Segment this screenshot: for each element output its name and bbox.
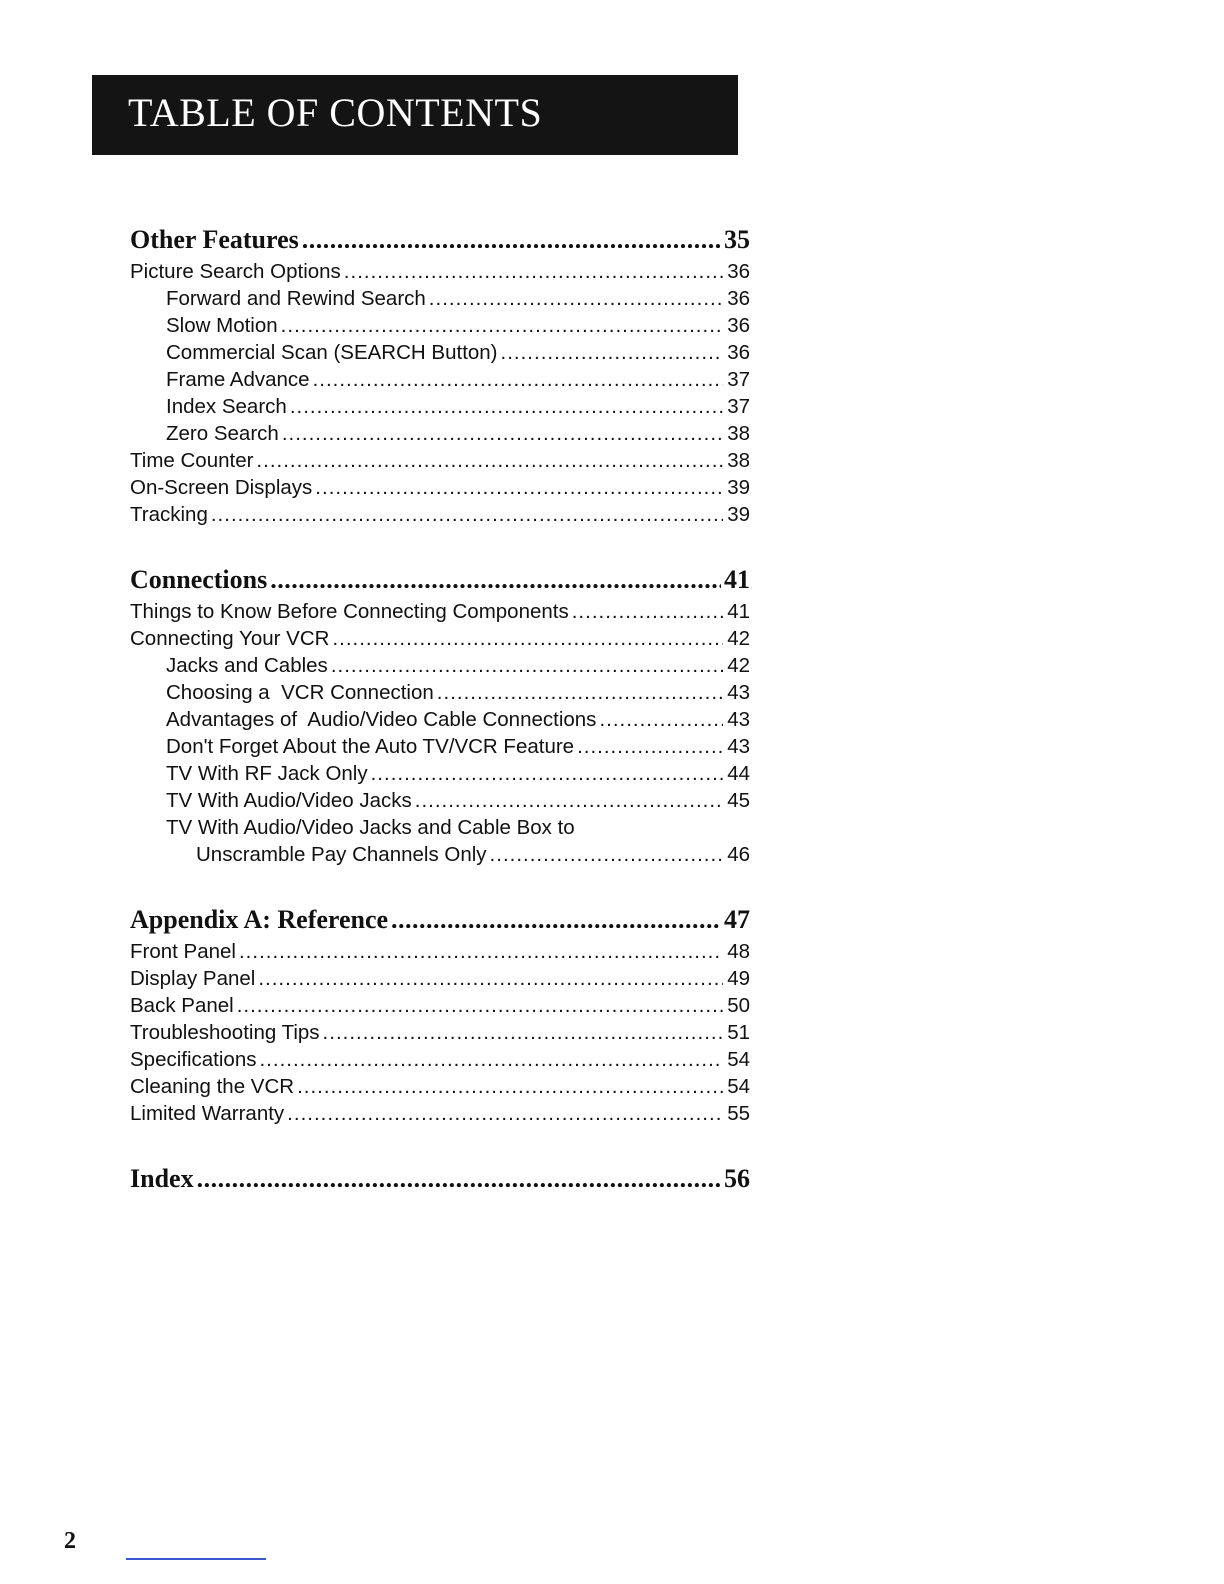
toc-entry-label: Frame Advance: [166, 368, 310, 391]
toc-entry-label: TV With RF Jack Only: [166, 762, 368, 785]
toc-heading-page: 35: [724, 225, 750, 254]
dot-leader: [297, 1073, 723, 1094]
toc-entry-page: 39: [727, 503, 750, 526]
toc-entry-label: On-Screen Displays: [130, 476, 313, 499]
toc-entry[interactable]: [130, 258, 750, 285]
toc-heading-page: 47: [724, 905, 750, 934]
toc-entry-label: Unscramble Pay Channels Only: [196, 843, 487, 866]
toc-entry-page: 54: [727, 1075, 750, 1098]
toc-entry-label: Advantages of Audio/Video Cable Connections: [166, 708, 597, 731]
dot-leader: [490, 841, 723, 862]
toc-entry[interactable]: [130, 1073, 750, 1100]
title-banner: [92, 75, 738, 155]
toc-entry[interactable]: [130, 312, 750, 339]
toc-entry[interactable]: [130, 474, 750, 501]
dot-leader: [302, 222, 721, 248]
dot-leader: [290, 393, 723, 414]
table-of-contents: [130, 222, 750, 1231]
toc-entry-label: Index Search: [166, 395, 287, 418]
toc-entry-label: Slow Motion: [166, 314, 278, 337]
toc-entry-label: Cleaning the VCR: [130, 1075, 295, 1098]
toc-entry[interactable]: [130, 841, 750, 868]
toc-entry-page: 51: [727, 1021, 750, 1044]
toc-entry-page: 45: [727, 789, 750, 812]
toc-entry-page: 36: [727, 341, 750, 364]
toc-entry[interactable]: [130, 366, 750, 393]
toc-entry-page: 44: [727, 762, 750, 785]
toc-heading-label: Other Features: [130, 225, 299, 254]
dot-leader: [315, 474, 723, 495]
toc-entry-label: Specifications: [130, 1048, 257, 1071]
toc-section-other-features: [130, 222, 750, 528]
toc-entry-page: 55: [727, 1102, 750, 1125]
toc-section-connections: [130, 562, 750, 868]
dot-leader: [429, 285, 723, 306]
toc-entry-page: 38: [727, 422, 750, 445]
toc-entry[interactable]: [130, 285, 750, 312]
dot-leader: [282, 420, 723, 441]
toc-entry-label: Back Panel: [130, 994, 234, 1017]
toc-entry[interactable]: [130, 625, 750, 652]
dot-leader: [391, 902, 721, 928]
toc-entry[interactable]: [130, 965, 750, 992]
dot-leader: [258, 965, 723, 986]
toc-entry-page: 37: [727, 368, 750, 391]
toc-entry-label: Don't Forget About the Auto TV/VCR Feature: [166, 735, 575, 758]
toc-entry-page: 37: [727, 395, 750, 418]
toc-entry[interactable]: [130, 420, 750, 447]
toc-entry-page: 43: [727, 708, 750, 731]
dot-leader: [313, 366, 723, 387]
toc-heading[interactable]: [130, 1161, 750, 1197]
dot-leader: [344, 258, 723, 279]
toc-heading-label: Index: [130, 1164, 194, 1193]
toc-entry-label: Time Counter: [130, 449, 254, 472]
toc-heading[interactable]: [130, 562, 750, 598]
toc-entry-page: 54: [727, 1048, 750, 1071]
toc-entry-label: TV With Audio/Video Jacks: [166, 789, 412, 812]
toc-entry[interactable]: [130, 447, 750, 474]
dot-leader: [501, 339, 723, 360]
dot-leader: [577, 733, 723, 754]
toc-section-appendix-a: [130, 902, 750, 1127]
toc-entry[interactable]: [130, 760, 750, 787]
toc-heading[interactable]: [130, 222, 750, 258]
dot-leader: [332, 625, 723, 646]
toc-entry[interactable]: [130, 339, 750, 366]
toc-entry-page: 42: [727, 627, 750, 650]
toc-heading-label: Appendix A: Reference: [130, 905, 389, 934]
page-title: TABLE OF CONTENTS: [128, 90, 543, 135]
toc-entry[interactable]: [130, 706, 750, 733]
toc-entry-label: Tracking: [130, 503, 208, 526]
toc-entry-page: 41: [727, 600, 750, 623]
dot-leader: [599, 706, 723, 727]
dot-leader: [239, 938, 723, 959]
toc-heading-label: Connections: [130, 565, 268, 594]
toc-entry-label: TV With Audio/Video Jacks and Cable Box to: [166, 816, 575, 839]
dot-leader: [197, 1161, 721, 1187]
dot-leader: [323, 1019, 723, 1040]
toc-entry-page: 48: [727, 940, 750, 963]
toc-entry[interactable]: [130, 679, 750, 706]
dot-leader: [237, 992, 723, 1013]
toc-heading-page: 41: [724, 565, 750, 594]
dot-leader: [211, 501, 723, 522]
toc-entry-page: 36: [727, 260, 750, 283]
toc-entry[interactable]: [130, 598, 750, 625]
toc-entry-label: Display Panel: [130, 967, 256, 990]
toc-entry-page: 43: [727, 681, 750, 704]
toc-section-index: [130, 1161, 750, 1197]
toc-entry-label: Zero Search: [166, 422, 279, 445]
toc-entry-page: 36: [727, 314, 750, 337]
toc-entry[interactable]: [130, 1100, 750, 1127]
toc-entry[interactable]: [130, 393, 750, 420]
page-number: 2: [64, 1528, 76, 1554]
toc-entry[interactable]: [130, 501, 750, 528]
dot-leader: [281, 312, 723, 333]
toc-entry-page: 43: [727, 735, 750, 758]
toc-entry[interactable]: [130, 1046, 750, 1073]
toc-entry-page: 46: [727, 843, 750, 866]
toc-entry[interactable]: [130, 652, 750, 679]
toc-entry[interactable]: [130, 733, 750, 760]
toc-entry[interactable]: [130, 787, 750, 814]
dot-leader: [256, 447, 723, 468]
toc-entry-label: Picture Search Options: [130, 260, 341, 283]
dot-leader: [437, 679, 723, 700]
toc-entry-label: Troubleshooting Tips: [130, 1021, 320, 1044]
toc-entry-label: Choosing a VCR Connection: [166, 681, 434, 704]
dot-leader: [270, 562, 721, 588]
toc-entry-label: Limited Warranty: [130, 1102, 285, 1125]
dot-leader: [259, 1046, 723, 1067]
toc-entry-label: Things to Know Before Connecting Components: [130, 600, 569, 623]
toc-entry-label: Front Panel: [130, 940, 236, 963]
dot-leader: [415, 787, 723, 808]
toc-entry-page: 42: [727, 654, 750, 677]
toc-entry-label: Forward and Rewind Search: [166, 287, 426, 310]
toc-entry-label: Jacks and Cables: [166, 654, 328, 677]
dot-leader: [331, 652, 723, 673]
dot-leader: [572, 598, 723, 619]
toc-entry[interactable]: [130, 814, 750, 841]
footer-rule: [126, 1558, 266, 1560]
toc-entry-label: Commercial Scan (SEARCH Button): [166, 341, 498, 364]
toc-entry-page: 49: [727, 967, 750, 990]
toc-entry-page: 39: [727, 476, 750, 499]
toc-entry[interactable]: [130, 992, 750, 1019]
toc-entry-page: 50: [727, 994, 750, 1017]
toc-heading[interactable]: [130, 902, 750, 938]
dot-leader: [371, 760, 723, 781]
toc-entry[interactable]: [130, 938, 750, 965]
toc-entry-page: 38: [727, 449, 750, 472]
toc-entry-page: 36: [727, 287, 750, 310]
toc-entry[interactable]: [130, 1019, 750, 1046]
dot-leader: [287, 1100, 723, 1121]
toc-heading-page: 56: [724, 1164, 750, 1193]
toc-entry-label: Connecting Your VCR: [130, 627, 330, 650]
